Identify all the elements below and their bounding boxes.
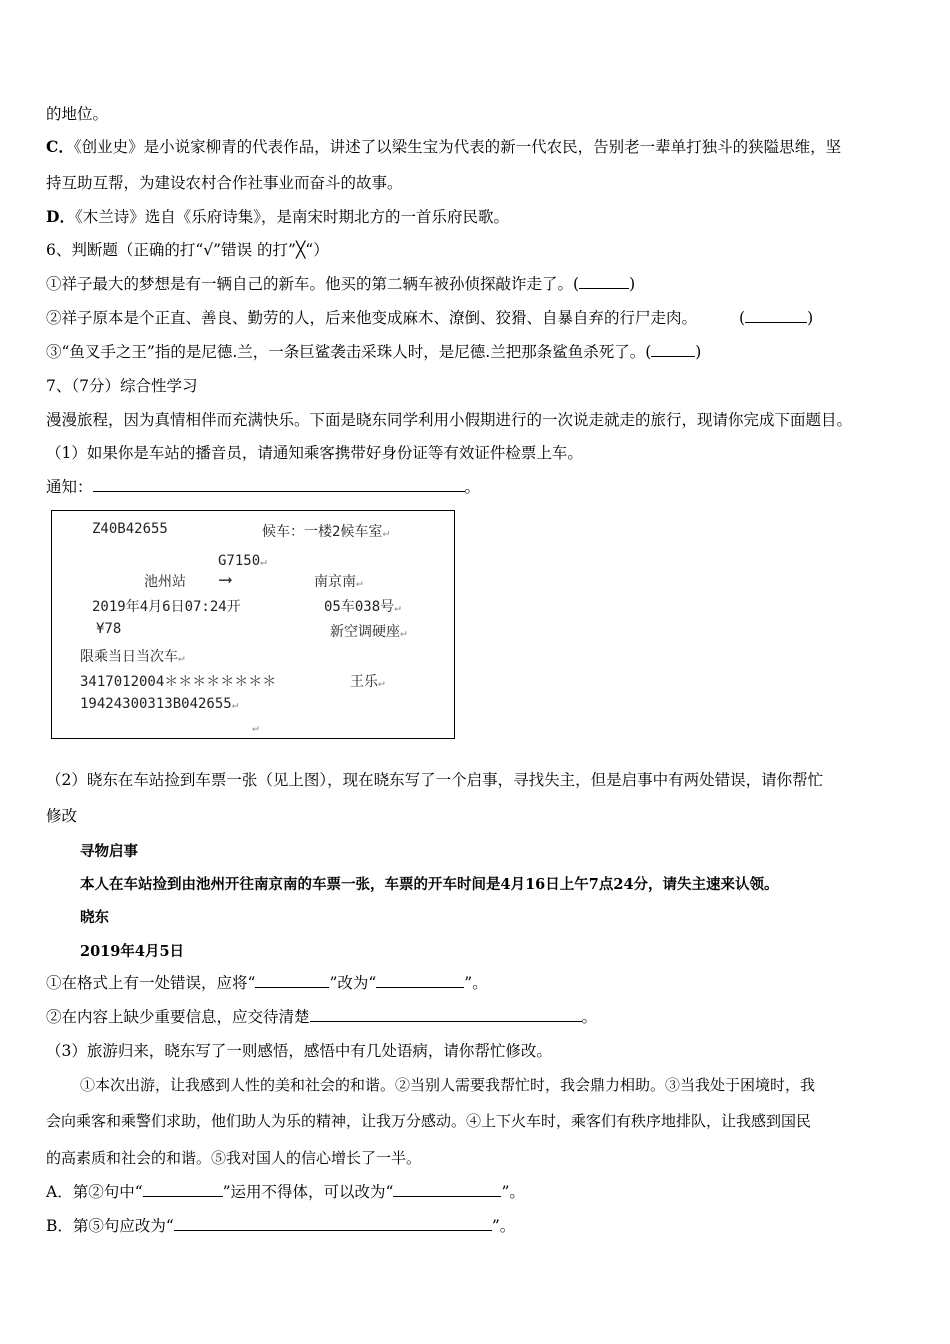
answer-blank[interactable] bbox=[651, 342, 695, 357]
text: （1）如果你是车站的播音员，请通知乘客携带好身份证等有效证件检票上车。 bbox=[46, 444, 583, 462]
text: （2）晓东在车站捡到车票一张（见上图），现在晓东写了一个启事，寻找失主，但是启事中有两处错误，请你帮忙 bbox=[46, 771, 824, 789]
q7-intro bbox=[46, 410, 910, 430]
notice-answer-line bbox=[46, 477, 910, 497]
label: 通知： bbox=[46, 478, 93, 496]
text: 修改 bbox=[46, 807, 78, 825]
text: ”运用不得体，可以改为“ bbox=[222, 1183, 394, 1201]
text: ”。 bbox=[501, 1183, 525, 1201]
text: 的高素质和社会的和谐。⑤我对国人的信心增长了一半。 bbox=[46, 1149, 422, 1167]
answer-blank[interactable] bbox=[255, 973, 329, 988]
answer-blank[interactable] bbox=[93, 477, 465, 492]
text: ①在格式上有一处错误，应将“ bbox=[46, 974, 256, 992]
q7-part-2 bbox=[46, 770, 910, 790]
option-c bbox=[46, 137, 910, 157]
text: 漫漫旅程，因为真情相伴而充满快乐。下面是晓东同学利用小假期进行的一次说走就走的旅行，现请你完成下面题目。 bbox=[46, 411, 853, 429]
text: ②祥子原本是个正直、善良、勤劳的人，后来他变成麻木、潦倒、狡猾、自暴自弃的行尸走肉。 bbox=[46, 309, 698, 327]
text-line bbox=[46, 806, 910, 826]
notice-signature: 晓东 bbox=[80, 909, 109, 926]
text: 的地位。 bbox=[46, 105, 109, 123]
option-label: C． bbox=[46, 137, 74, 156]
text: ②在内容上缺少重要信息，应交待清楚 bbox=[46, 1008, 310, 1026]
text: ) bbox=[807, 309, 814, 327]
answer-blank[interactable] bbox=[579, 274, 629, 289]
text: ”。 bbox=[491, 1217, 516, 1235]
text: ) bbox=[695, 343, 702, 361]
answer-blank[interactable] bbox=[393, 1182, 501, 1197]
ticket-limit: 限乘当日当次车↵ bbox=[80, 649, 185, 665]
essay-line bbox=[46, 1148, 910, 1168]
ticket-seat-type: 新空调硬座↵ bbox=[330, 624, 407, 640]
question-7-title bbox=[46, 376, 910, 396]
essay-line bbox=[80, 1075, 910, 1095]
train-ticket bbox=[51, 510, 455, 739]
q6-item-2 bbox=[46, 308, 910, 328]
text: （3）旅游归来，晓东写了一则感悟，感悟中有几处语病，请你帮忙修改。 bbox=[46, 1042, 552, 1060]
option-d bbox=[46, 207, 910, 227]
ticket-waiting-room: 候车：一楼2候车室↵ bbox=[262, 524, 390, 540]
arrow-icon: ⟶ bbox=[220, 569, 231, 590]
ticket-name: 王乐↵ bbox=[350, 674, 385, 690]
text: 。 bbox=[464, 478, 481, 496]
q7-part-1 bbox=[46, 443, 910, 463]
option-text: 《木兰诗》选自《乐府诗集》，是南宋时期北方的一首乐府民歌。 bbox=[74, 208, 509, 226]
text-line bbox=[46, 104, 910, 124]
paragraph-mark: ↵ bbox=[252, 721, 259, 734]
text: 7、（7分）综合性学习 bbox=[46, 377, 198, 395]
text: A．第②句中“ bbox=[46, 1183, 143, 1201]
ticket-seat: 05车038号↵ bbox=[324, 599, 401, 615]
notice-body: 本人在车站捡到由池州开往南京南的车票一张，车票的开车时间是4月16日上午7点24分，请失主速来认领。 bbox=[80, 876, 779, 893]
text: 。 bbox=[581, 1008, 598, 1026]
text: ( bbox=[739, 309, 746, 327]
q7-part-3 bbox=[46, 1041, 910, 1061]
answer-blank[interactable] bbox=[143, 1182, 223, 1197]
text: ③“鱼叉手之王”指的是尼德.兰，一条巨鲨袭击采珠人时，是尼德.兰把那条鲨鱼杀死了。( bbox=[46, 343, 652, 361]
q6-item-3 bbox=[46, 342, 910, 362]
ticket-id: 3417012004＊＊＊＊＊＊＊＊ bbox=[80, 674, 277, 690]
option-text: 《创业史》是小说家柳青的代表作品，讲述了以梁生宝为代表的新一代农民，告别老一辈单打独斗的狭隘思维，坚 bbox=[73, 138, 842, 156]
ticket-serial: 19424300313B042655↵ bbox=[80, 696, 239, 712]
q6-item-1 bbox=[46, 274, 910, 294]
text: ①祥子最大的梦想是有一辆自己的新车。他买的第二辆车被孙侦探敲诈走了。( bbox=[46, 275, 580, 293]
notice-date: 2019年4月5日 bbox=[80, 943, 185, 960]
text: ) bbox=[629, 275, 636, 293]
essay-line bbox=[46, 1111, 910, 1131]
ticket-code: Z40B42655 bbox=[92, 521, 168, 537]
text: 6、判断题（正确的打“√”错误 的打”╳“） bbox=[46, 241, 329, 259]
q7-3-item-b bbox=[46, 1216, 910, 1236]
text: ①本次出游，让我感到人性的美和社会的和谐。②当别人需要我帮忙时，我会鼎力相助。③当我处于困境时，我 bbox=[80, 1076, 816, 1094]
q7-2-item-2 bbox=[46, 1007, 910, 1027]
text: 持互助互帮，为建设农村合作社事业而奋斗的故事。 bbox=[46, 174, 403, 192]
text: ”。 bbox=[464, 974, 488, 992]
ticket-arrival: 南京南↵ bbox=[314, 574, 363, 590]
text: 会向乘客和乘警们求助，他们助人为乐的精神，让我万分感动。④上下火车时，乘客们有秩序地排队，让我感到国民 bbox=[46, 1112, 812, 1130]
option-label: D． bbox=[46, 207, 75, 226]
answer-blank[interactable] bbox=[376, 973, 464, 988]
answer-blank[interactable] bbox=[745, 308, 807, 323]
ticket-price: ¥78 bbox=[96, 621, 122, 637]
text: B．第⑤句应改为“ bbox=[46, 1217, 174, 1235]
answer-blank[interactable] bbox=[310, 1007, 582, 1022]
q7-3-item-a bbox=[46, 1182, 910, 1202]
ticket-train-number: G7150↵ bbox=[218, 553, 267, 569]
text-line bbox=[46, 173, 910, 193]
notice-title: 寻物启事 bbox=[80, 843, 138, 860]
ticket-departure: 池州站 bbox=[144, 574, 186, 590]
question-6-title bbox=[46, 240, 910, 260]
answer-blank[interactable] bbox=[174, 1216, 492, 1231]
text: ”改为“ bbox=[329, 974, 377, 992]
ticket-date: 2019年4月6日07:24开 bbox=[92, 599, 241, 615]
q7-2-item-1 bbox=[46, 973, 910, 993]
